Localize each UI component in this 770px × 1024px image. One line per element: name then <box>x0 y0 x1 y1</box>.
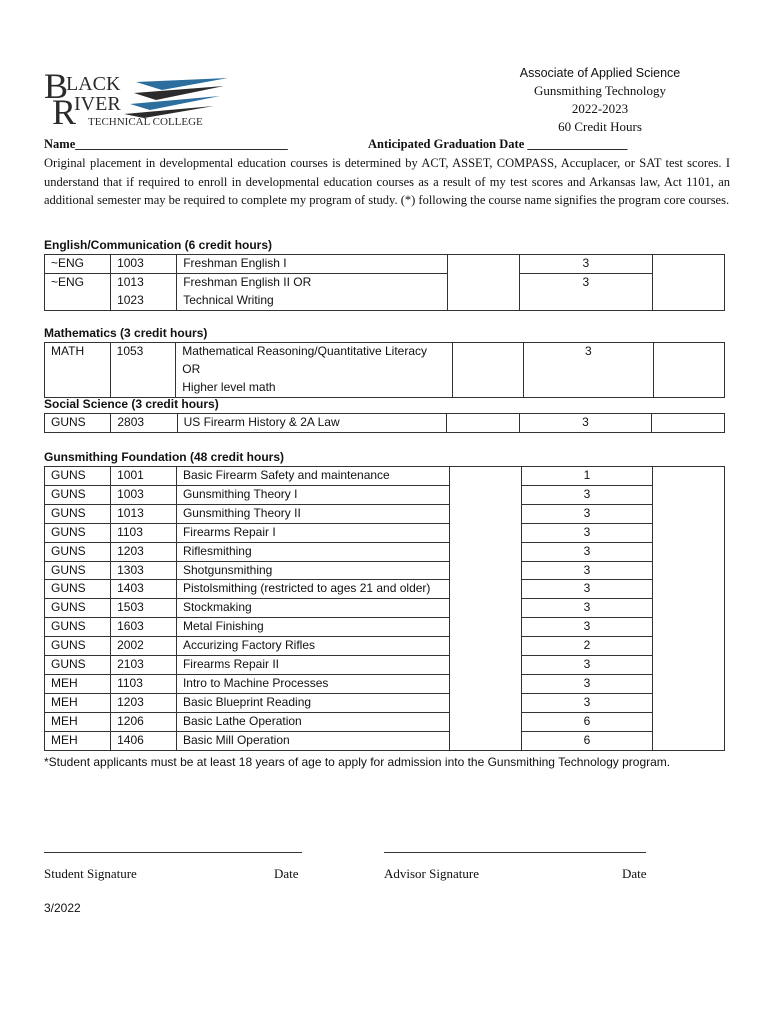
course-name: Technical Writing <box>177 292 447 310</box>
logo-initial-r: R <box>52 92 77 130</box>
course-credits: 1 <box>521 467 652 486</box>
course-name: Gunsmithing Theory I <box>176 485 449 504</box>
course-number: 1303 <box>111 561 177 580</box>
course-number: 1053 <box>110 343 176 398</box>
section-title-social: Social Science (3 credit hours) <box>44 397 219 411</box>
blank-cell[interactable] <box>653 343 724 398</box>
section-title-english: English/Communication (6 credit hours) <box>44 238 273 252</box>
course-number: 1203 <box>111 693 177 712</box>
course-prefix: MATH <box>45 343 111 398</box>
logo-technical-college: TECHNICAL COLLEGE <box>88 116 203 128</box>
course-name: Shotgunsmithing <box>176 561 449 580</box>
course-credits: 2 <box>521 637 652 656</box>
degree-title: Associate of Applied Science <box>519 66 681 80</box>
course-number: 1206 <box>111 712 177 731</box>
course-name: Basic Mill Operation <box>176 731 449 750</box>
course-prefix: GUNS <box>45 523 111 542</box>
course-prefix: GUNS <box>45 504 111 523</box>
course-prefix: GUNS <box>45 542 111 561</box>
course-number: 1403 <box>111 580 177 599</box>
course-number: 1203 <box>111 542 177 561</box>
course-prefix: GUNS <box>45 599 111 618</box>
course-prefix: GUNS <box>45 618 111 637</box>
advisor-signature-label: Advisor Signature <box>384 866 479 881</box>
course-prefix: GUNS <box>45 580 111 599</box>
course-number: 1503 <box>111 599 177 618</box>
course-name: Basic Lathe Operation <box>176 712 449 731</box>
course-credits: 3 <box>520 255 653 274</box>
course-name: Gunsmithing Theory II <box>176 504 449 523</box>
revision-date: 3/2022 <box>44 901 81 915</box>
course-name-line2: Higher level math <box>182 379 276 394</box>
table-row <box>45 523 725 542</box>
blank-cell[interactable] <box>652 255 724 311</box>
blank-cell[interactable] <box>452 343 523 398</box>
course-number: 2002 <box>111 637 177 656</box>
english-table <box>44 254 725 311</box>
table-row <box>45 504 725 523</box>
course-name: Basic Firearm Safety and maintenance <box>176 467 449 486</box>
credit-hours: 60 Credit Hours <box>558 119 642 134</box>
course-prefix: GUNS <box>45 485 111 504</box>
course-name: Basic Blueprint Reading <box>176 693 449 712</box>
course-name: Accurizing Factory Rifles <box>176 637 449 656</box>
advisor-signature-line[interactable] <box>384 852 646 853</box>
course-credits: 3 <box>521 523 652 542</box>
course-prefix: GUNS <box>45 414 111 433</box>
logo-word-lack: LACK <box>66 73 121 95</box>
course-name: Metal Finishing <box>176 618 449 637</box>
math-table <box>44 342 725 398</box>
course-credits: 6 <box>521 712 652 731</box>
course-prefix: ~ENG <box>45 273 111 291</box>
table-row <box>45 674 725 693</box>
course-name: Firearms Repair II <box>176 656 449 675</box>
blank-cell[interactable] <box>450 467 522 751</box>
student-signature-line[interactable] <box>44 852 302 853</box>
course-prefix: ~ENG <box>45 255 111 274</box>
table-row <box>45 693 725 712</box>
table-row <box>45 731 725 750</box>
blank-cell[interactable] <box>446 414 519 433</box>
course-number: 2803 <box>111 414 177 433</box>
course-prefix: MEH <box>45 674 111 693</box>
course-number: 1103 <box>111 674 177 693</box>
section-title-math: Mathematics (3 credit hours) <box>44 326 208 340</box>
table-row <box>45 656 725 675</box>
graduation-date-field[interactable]: Anticipated Graduation Date ________________ <box>368 137 628 151</box>
table-row <box>45 255 725 274</box>
course-credits: 3 <box>521 561 652 580</box>
course-credits: 3 <box>519 414 652 433</box>
logo-initial-b: B <box>44 68 69 106</box>
course-name: Firearms Repair I <box>176 523 449 542</box>
table-row <box>45 467 725 486</box>
course-name: Stockmaking <box>176 599 449 618</box>
table-row <box>45 561 725 580</box>
course-credits: 3 <box>521 693 652 712</box>
course-credits: 3 <box>523 343 653 398</box>
course-name: Riflesmithing <box>176 542 449 561</box>
course-number: 1001 <box>111 467 177 486</box>
table-row <box>45 618 725 637</box>
age-requirement-note: *Student applicants must be at least 18 years of age to apply for admission into the Gunsmithing Technology program. <box>44 755 671 769</box>
course-credits: 3 <box>521 542 652 561</box>
program-name: Gunsmithing Technology <box>533 83 667 98</box>
course-credits: 3 <box>520 273 653 291</box>
course-credits: 3 <box>521 580 652 599</box>
course-number: 1013 <box>111 504 177 523</box>
course-name: Freshman English I <box>177 255 447 274</box>
course-number: 1406 <box>111 731 177 750</box>
course-prefix: GUNS <box>45 561 111 580</box>
table-row <box>45 292 725 310</box>
logo-word-iver: IVER <box>74 93 121 115</box>
course-number: 1603 <box>111 618 177 637</box>
course-credits: 6 <box>521 731 652 750</box>
blank-cell[interactable] <box>653 467 725 751</box>
course-credits: 3 <box>521 599 652 618</box>
course-credits: 3 <box>521 674 652 693</box>
course-prefix: MEH <box>45 693 111 712</box>
course-credits <box>520 292 653 310</box>
blank-cell[interactable] <box>652 414 725 433</box>
logo-stripe-1 <box>136 78 228 90</box>
course-name: Pistolsmithing (restricted to ages 21 and older) <box>176 580 449 599</box>
blank-cell[interactable] <box>447 255 519 311</box>
course-prefix: GUNS <box>45 467 111 486</box>
table-row <box>45 542 725 561</box>
social-table <box>44 413 725 433</box>
course-number: 1003 <box>111 485 177 504</box>
course-name: Intro to Machine Processes <box>176 674 449 693</box>
course-prefix: GUNS <box>45 637 111 656</box>
logo-stripe-2 <box>134 86 224 100</box>
course-name: Freshman English II OR <box>177 273 447 291</box>
course-credits: 3 <box>521 485 652 504</box>
course-number: 1023 <box>111 292 177 310</box>
course-prefix: MEH <box>45 712 111 731</box>
advisor-date-label: Date <box>622 866 647 881</box>
black-river-logo <box>44 68 234 130</box>
table-row <box>45 485 725 504</box>
logo-stripe-3 <box>130 96 220 110</box>
student-signature-label: Student Signature <box>44 866 137 881</box>
course-credits: 3 <box>521 504 652 523</box>
table-row <box>45 273 725 291</box>
course-number: 1003 <box>111 255 177 274</box>
intro-paragraph: Original placement in developmental education courses is determined by ACT, ASSET, COMPASS, Accuplacer, or SAT test scores. I understand that if required to enroll in developmental education courses as a result of my test scores and Arkansas law, Act 1101, an additional semester may be required to complete my program of study. (*) following the course name signifies the program core courses. <box>44 156 730 207</box>
course-credits: 3 <box>521 618 652 637</box>
table-row <box>45 599 725 618</box>
course-credits: 3 <box>521 656 652 675</box>
table-row <box>45 343 725 398</box>
name-field[interactable]: Name__________________________________ <box>44 137 288 151</box>
table-row <box>45 414 725 433</box>
student-date-label: Date <box>274 866 299 881</box>
gunsmithing-table <box>44 466 725 751</box>
course-number: 1013 <box>111 273 177 291</box>
catalog-year: 2022-2023 <box>571 101 629 116</box>
table-row <box>45 637 725 656</box>
course-prefix: MEH <box>45 731 111 750</box>
section-title-gunsmithing: Gunsmithing Foundation (48 credit hours) <box>44 450 284 464</box>
course-number: 1103 <box>111 523 177 542</box>
course-name: US Firearm History & 2A Law <box>177 414 446 433</box>
course-prefix <box>45 292 111 310</box>
table-row <box>45 580 725 599</box>
course-number: 2103 <box>111 656 177 675</box>
course-prefix: GUNS <box>45 656 111 675</box>
table-row <box>45 712 725 731</box>
course-name-line1: Mathematical Reasoning/Quantitative Literacy OR <box>182 344 428 376</box>
course-name <box>176 343 452 398</box>
